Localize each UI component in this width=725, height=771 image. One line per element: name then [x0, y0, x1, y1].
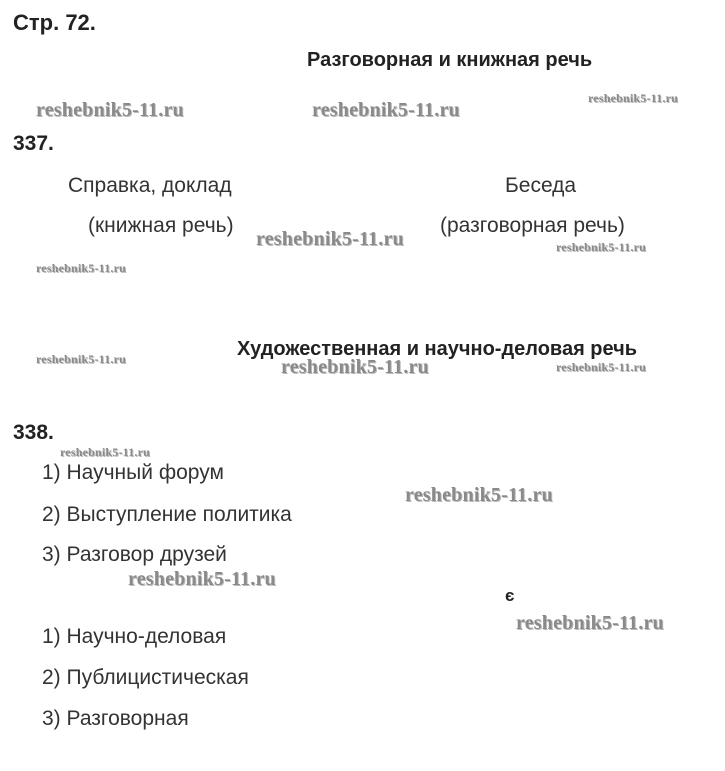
watermark: reshebnik5-11.ru [36, 261, 126, 275]
category-left: (книжная речь) [88, 214, 234, 237]
section-title-spoken-bookish: Разговорная и книжная речь [307, 49, 593, 71]
category-right: (разговорная речь) [440, 214, 625, 237]
style-item: 3) Разговорная [42, 707, 189, 730]
watermark: reshebnik5-11.ru [36, 352, 126, 366]
situation-item: 2) Выступление политика [42, 503, 292, 526]
section-title-artistic-business: Художественная и научно-деловая речь [237, 338, 638, 360]
watermark: reshebnik5-11.ru [556, 360, 646, 374]
exercise-number-337: 337. [13, 132, 54, 155]
watermark: reshebnik5-11.ru [405, 484, 553, 506]
watermark: reshebnik5-11.ru [128, 568, 276, 590]
situation-item: 3) Разговор друзей [42, 543, 227, 566]
watermark: reshebnik5-11.ru [60, 445, 150, 459]
watermark: reshebnik5-11.ru [312, 99, 460, 121]
style-item: 1) Научно-деловая [42, 625, 227, 648]
watermark: reshebnik5-11.ru [36, 99, 184, 121]
watermark: reshebnik5-11.ru [556, 240, 646, 254]
watermark: reshebnik5-11.ru [281, 356, 429, 378]
watermark: reshebnik5-11.ru [516, 612, 664, 634]
stray-mark: є [505, 586, 515, 605]
situation-item: 1) Научный форум [42, 461, 224, 484]
term-left: Справка, доклад [68, 174, 232, 197]
term-right: Беседа [505, 174, 577, 197]
page-label: Стр. 72. [13, 10, 96, 35]
watermark: reshebnik5-11.ru [256, 228, 404, 250]
exercise-number-338: 338. [13, 421, 54, 444]
watermark: reshebnik5-11.ru [588, 91, 678, 105]
style-item: 2) Публицистическая [42, 666, 249, 689]
